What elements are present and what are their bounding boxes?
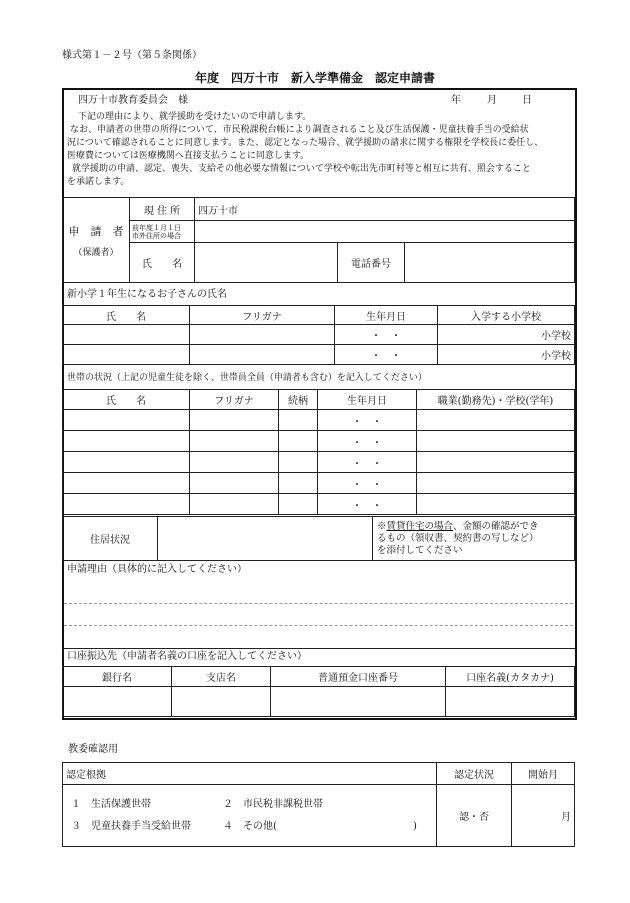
member-furigana-input[interactable]	[190, 410, 279, 431]
member-furigana-input[interactable]	[190, 494, 279, 515]
bank-table	[62, 666, 575, 717]
bank-header-branch: 支店名	[172, 667, 271, 687]
date-month[interactable]: 月	[487, 95, 497, 106]
member-name-input[interactable]	[63, 473, 190, 494]
table-row	[63, 431, 575, 452]
member-occupation-input[interactable]	[417, 431, 575, 452]
table-row	[63, 473, 575, 494]
table-row	[63, 325, 575, 345]
bank-header-holder: 口座名義(カタカナ)	[446, 667, 575, 687]
child-header-name: 氏 名	[63, 306, 190, 325]
office-header-start: 開始月	[512, 763, 575, 785]
member-relation-input[interactable]	[279, 431, 318, 452]
address-label: 現 住 所	[130, 198, 195, 221]
intro-para3b: を承諾します。	[67, 177, 130, 187]
member-furigana-input[interactable]	[190, 473, 279, 494]
child-header-school: 入学する小学校	[438, 306, 575, 325]
child-name-input[interactable]	[63, 345, 190, 365]
form-number: 様式第１－２号（第５条関係）	[62, 50, 202, 61]
household-header-occupation: 職業(勤務先)・学校(学年)	[417, 390, 575, 410]
member-furigana-input[interactable]	[190, 431, 279, 452]
member-relation-input[interactable]	[279, 410, 318, 431]
intro-para2b: 況について確認されることに同意します。また、認定となった場合、就学援助の請求に関する権限を学校長に委任し、	[67, 138, 544, 148]
member-furigana-input[interactable]	[190, 452, 279, 473]
member-occupation-input[interactable]	[417, 452, 575, 473]
name-label: 氏 名	[130, 243, 195, 283]
prev-address-label-line1: 前年度１月１日	[132, 223, 181, 232]
basis-item-3[interactable]: ３ 児童扶養手当受給世帯	[71, 821, 191, 832]
housing-note-rest: 、金額の確認ができ	[453, 520, 539, 532]
bank-divider	[62, 648, 575, 649]
reason-title: 申請理由（具体的に記入してください）	[67, 564, 247, 575]
phone-label: 電話番号	[338, 243, 405, 283]
housing-note-underlined: 賃貸住宅の場合	[386, 520, 454, 532]
child-birth-input[interactable]: ・ ・	[335, 345, 438, 365]
member-relation-input[interactable]	[279, 473, 318, 494]
office-status-value[interactable]: 認・否	[437, 785, 512, 847]
member-birth-input[interactable]: ・ ・	[318, 473, 417, 494]
member-occupation-input[interactable]	[417, 410, 575, 431]
applicant-name-input[interactable]	[195, 243, 338, 283]
office-table	[62, 762, 575, 847]
addressee: 四万十市教育委員会 様	[78, 95, 188, 106]
intro-para1: 下記の理由により、就学援助を受けたいので申請します。	[78, 112, 312, 122]
household-header-name: 氏 名	[63, 390, 190, 410]
housing-note-line2: るもの（領収書、契約書の写しなど）	[377, 532, 539, 544]
member-birth-input[interactable]: ・ ・	[318, 410, 417, 431]
member-name-input[interactable]	[63, 431, 190, 452]
member-birth-input[interactable]: ・ ・	[318, 431, 417, 452]
intro-para2a: なお、申請者の世帯の所得について、市民税課税台帳により調査されること及び生活保護・児童扶養手当の受給状	[70, 125, 529, 135]
office-header-basis: 認定根拠	[63, 763, 437, 785]
bank-header-bank: 銀行名	[63, 667, 172, 687]
child-header-birth: 生年月日	[335, 306, 438, 325]
reason-line	[64, 625, 573, 626]
table-row	[63, 452, 575, 473]
address-input[interactable]	[195, 198, 575, 221]
office-month-value[interactable]: 月	[512, 785, 575, 847]
office-title: 教委確認用	[68, 744, 118, 755]
child-name-input[interactable]	[63, 325, 190, 345]
address-value: 四万十市	[198, 205, 238, 217]
basis-item-1[interactable]: １ 生活保護世帯	[71, 799, 151, 810]
table-row	[63, 410, 575, 431]
applicant-label: 申 請 者	[68, 224, 124, 238]
household-table	[62, 389, 575, 515]
basis-item-2[interactable]: ２ 市民税非課税世帯	[223, 799, 323, 810]
account-number-input[interactable]	[271, 687, 446, 717]
bank-title: 口座振込先（申請者名義の口座を記入してください）	[67, 651, 307, 662]
prev-address-label	[130, 221, 195, 243]
household-header-relation: 続柄	[279, 390, 318, 410]
child-furigana-input[interactable]	[190, 345, 335, 365]
prev-address-input[interactable]	[195, 221, 575, 243]
account-holder-input[interactable]	[446, 687, 575, 717]
table-row	[63, 345, 575, 365]
bank-header-account: 普通預金口座番号	[271, 667, 446, 687]
housing-note	[373, 517, 575, 561]
member-birth-input[interactable]: ・ ・	[318, 452, 417, 473]
guardian-label: （保護者）	[73, 247, 119, 258]
housing-note-mark: ※	[377, 520, 387, 532]
page-title: 年度 四万十市 新入学準備金 認定申請書	[194, 71, 435, 85]
housing-label: 住居状況	[63, 517, 158, 561]
child-section-title: 新小学１年生になるお子さんの氏名	[67, 289, 227, 300]
applicant-label-cell	[63, 198, 130, 283]
basis-item-4[interactable]: ４ その他(	[223, 821, 277, 832]
child-birth-input[interactable]: ・ ・	[335, 325, 438, 345]
child-header-furigana: フリガナ	[190, 306, 335, 325]
household-section-title: 世帯の状況（上記の児童生徒を除く、世帯員全員（申請者も含む）を記入してください）	[67, 373, 427, 383]
member-occupation-input[interactable]	[417, 473, 575, 494]
child-school-input[interactable]: 小学校	[438, 345, 575, 365]
table-row	[63, 494, 575, 515]
date-year[interactable]: 年	[451, 95, 461, 106]
member-occupation-input[interactable]	[417, 494, 575, 515]
household-header-birth: 生年月日	[318, 390, 417, 410]
intro-para2c: 医療費については医療機関へ直接支払うことに同意します。	[67, 151, 310, 161]
member-relation-input[interactable]	[279, 494, 318, 515]
branch-name-input[interactable]	[172, 687, 271, 717]
prev-address-label-line2: 市外住所の場合	[132, 231, 181, 240]
phone-input[interactable]	[405, 243, 575, 283]
member-name-input[interactable]	[63, 494, 190, 515]
member-birth-input[interactable]: ・ ・	[318, 494, 417, 515]
member-relation-input[interactable]	[279, 452, 318, 473]
applicant-table	[62, 197, 575, 283]
office-basis-cell	[63, 785, 437, 847]
date-day[interactable]: 日	[522, 95, 532, 106]
housing-input[interactable]	[158, 517, 373, 561]
member-name-input[interactable]	[63, 410, 190, 431]
housing-note-line3: を添付してください	[377, 544, 463, 556]
child-school-input[interactable]: 小学校	[438, 325, 575, 345]
child-furigana-input[interactable]	[190, 325, 335, 345]
basis-item-4-close: )	[413, 821, 417, 832]
member-name-input[interactable]	[63, 452, 190, 473]
intro-para3a: 就学援助の申請、認定、喪失、支給その他必要な情報について学校や転出先市町村等と相互に共有、照会すること	[72, 164, 531, 174]
bank-name-input[interactable]	[63, 687, 172, 717]
reason-line	[64, 603, 573, 604]
office-header-status: 認定状況	[437, 763, 512, 785]
housing-table	[62, 516, 575, 561]
child-table	[62, 305, 575, 365]
household-header-furigana: フリガナ	[190, 390, 279, 410]
